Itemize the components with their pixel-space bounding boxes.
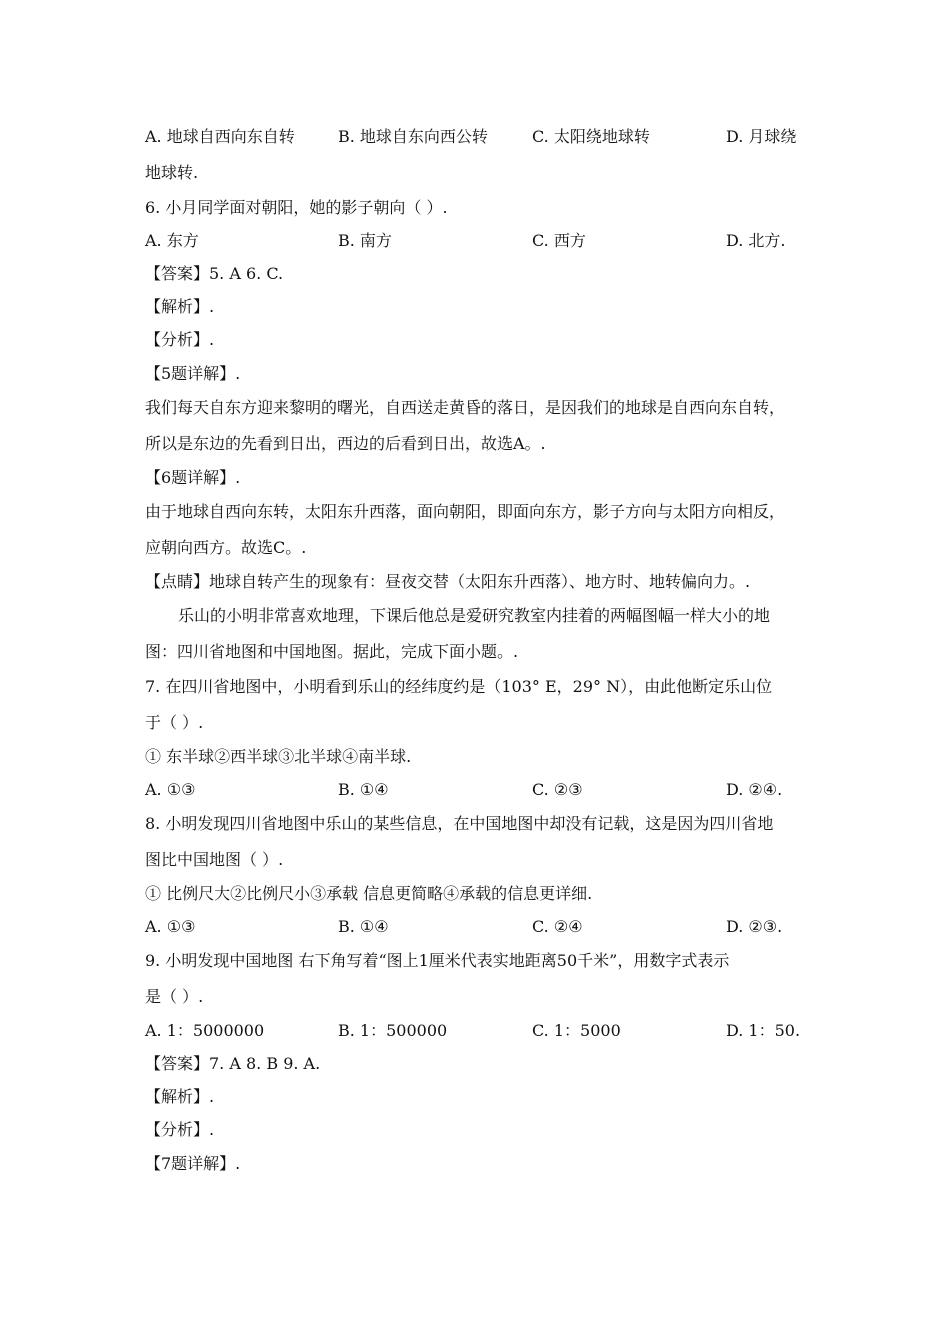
q6-detail-heading: 【6题详解】. <box>145 468 241 487</box>
q7-option-a: A. ①③ <box>145 780 196 799</box>
analysis-label: 【解析】. <box>145 297 215 316</box>
q7-option-d: D. ②④. <box>726 780 783 799</box>
key-point: 【点睛】地球自转产生的现象有：昼夜交替（太阳东升西落）、地方时、地转偏向力。. <box>145 572 751 591</box>
q5-option-c: C. 太阳绕地球转 <box>532 127 650 146</box>
q9-option-a: A. 1：5000000 <box>145 1021 265 1040</box>
q8-option-b: B. ①④ <box>338 917 389 936</box>
q5-detail-line-1: 我们每天自东方迎来黎明的曙光，自西送走黄昏的落日，是因我们的地球是自西向东自转， <box>145 398 786 417</box>
q7-option-b: B. ①④ <box>338 780 389 799</box>
q8-option-d: D. ②③. <box>726 917 783 936</box>
q9-option-b: B. 1：500000 <box>338 1021 448 1040</box>
q6-detail-line-2: 应朝向西方。故选C。. <box>145 538 307 557</box>
q5-detail-line-2: 所以是东边的先看到日出，西边的后看到日出，故选A。. <box>145 434 546 453</box>
q5-option-d-continued: 地球转. <box>145 163 199 182</box>
q5-option-d: D. 月球绕 <box>726 127 797 146</box>
q8-option-a: A. ①③ <box>145 917 196 936</box>
answer-7-8-9: 【答案】7. A 8. B 9. A. <box>145 1054 321 1073</box>
q7-stem-line-2: 于（ ）. <box>145 713 204 732</box>
q9-option-d: D. 1：50. <box>726 1021 801 1040</box>
q6-option-a: A. 东方 <box>145 231 199 250</box>
q8-stem-line-2: 图比中国地图（ ）. <box>145 850 284 869</box>
intro-line-1: 乐山的小明非常喜欢地理，下课后他总是爱研究教室内挂着的两幅图幅一样大小的地 <box>178 606 771 625</box>
q6-stem: 6. 小月同学面对朝阳，她的影子朝向（ ）. <box>145 198 448 217</box>
q7-stem-line-1: 7. 在四川省地图中，小明看到乐山的经纬度约是（103° E，29° N），由此他断定乐山位 <box>145 677 773 696</box>
q6-option-c: C. 西方 <box>532 231 586 250</box>
q5-option-b: B. 地球自东向西公转 <box>338 127 488 146</box>
q6-detail-line-1: 由于地球自西向东转，太阳东升西落，面向朝阳，即面向东方，影子方向与太阳方向相反， <box>145 502 786 521</box>
q5-detail-heading: 【5题详解】. <box>145 364 241 383</box>
q7-detail-heading: 【7题详解】. <box>145 1154 241 1173</box>
q9-stem-line-2: 是（ ）. <box>145 987 204 1006</box>
q9-option-c: C. 1：5000 <box>532 1021 621 1040</box>
q7-items: ① 东半球②西半球③北半球④南半球. <box>145 747 412 766</box>
q9-stem-line-1: 9. 小明发现中国地图 右下角写着“图上1厘米代表实地距离50千米”，用数字式表示 <box>145 951 730 970</box>
q8-stem-line-1: 8. 小明发现四川省地图中乐山的某些信息，在中国地图中却没有记载，这是因为四川省地 <box>145 814 774 833</box>
answer-5-6: 【答案】5. A 6. C. <box>145 264 284 283</box>
q5-option-a: A. 地球自西向东自转 <box>145 127 295 146</box>
q8-option-c: C. ②④ <box>532 917 583 936</box>
q6-option-b: B. 南方 <box>338 231 392 250</box>
q7-option-c: C. ②③ <box>532 780 583 799</box>
breakdown-label: 【分析】. <box>145 330 215 349</box>
intro-line-2: 图：四川省地图和中国地图。据此，完成下面小题。. <box>145 642 519 661</box>
breakdown-label-2: 【分析】. <box>145 1120 215 1139</box>
analysis-label-2: 【解析】. <box>145 1087 215 1106</box>
q8-items: ① 比例尺大②比例尺小③承载 信息更简略④承载的信息更详细. <box>145 884 593 903</box>
q6-option-d: D. 北方. <box>726 231 786 250</box>
